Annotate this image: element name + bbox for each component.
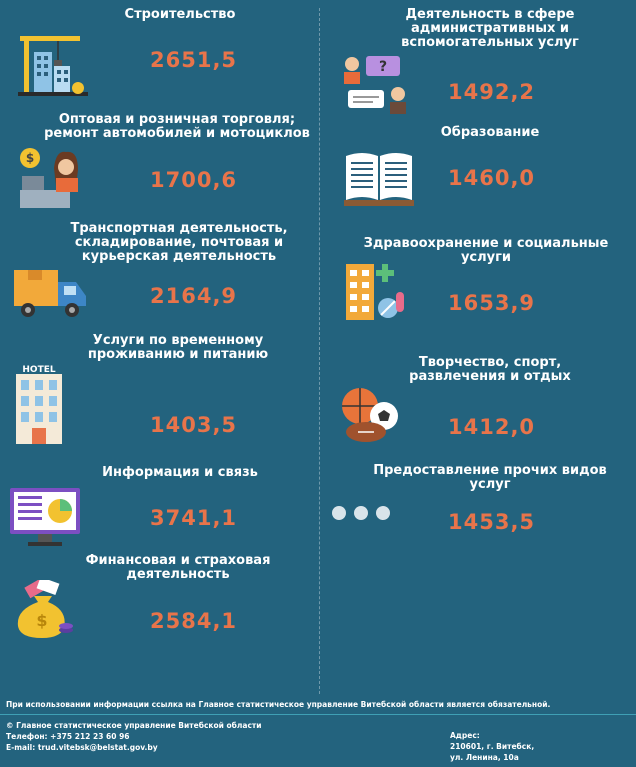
open-book-icon [344,150,414,206]
cashier-icon [18,146,86,210]
transport-value: 2164,9 [150,284,238,308]
sport-title: Творчество, спорт, развлечения и отдых [409,355,571,384]
transport-title: Транспортная деятельность, складирование, почтовая и курьерская деятельность [70,221,288,264]
column-divider [319,8,320,694]
other-value: 1453,5 [448,510,536,534]
footer-org: © Главное статистическое управление Витебской области [6,721,262,730]
footer-note: При использовании информации ссылка на Главное статистическое управление Витебской области является обязательной. [6,700,551,709]
footer-address-label: Адрес: [450,731,480,740]
hotel-value: 1403,5 [150,413,238,437]
more-dots-icon [330,504,396,522]
money-bag-icon [12,580,74,638]
hospital-pills-icon [344,262,406,322]
consultation-icon [340,54,410,116]
other-title: Предоставление прочих видов услуг [373,463,607,492]
construction-value: 2651,5 [150,48,238,72]
footer-divider [0,714,636,715]
footer-address-line1: 210601, г. Витебск, [450,742,535,751]
finance-title: Финансовая и страховая деятельность [85,553,271,582]
svg-text:$: $ [25,151,35,165]
footer-address-line2: ул. Ленина, 10а [450,753,519,762]
svg-text:?: ? [378,59,388,75]
footer-contacts [6,720,262,753]
health-title: Здравоохранение и социальные услуги [363,236,609,265]
construction-title: Строительство [124,7,236,22]
delivery-truck-icon [12,264,90,320]
footer-email: E-mail: trud.vitebsk@belstat.gov.by [6,743,158,752]
footer-phone: Телефон: +375 212 23 60 96 [6,732,130,741]
construction-crane-icon [18,32,88,98]
trade-title: Оптовая и розничная торговля; ремонт автомобилей и мотоциклов [44,112,310,141]
education-value: 1460,0 [448,166,536,190]
info-title: Информация и связь [102,465,258,480]
hotel-title: Услуги по временному проживанию и питанию [87,333,269,362]
hotel-icon [14,364,64,444]
footer-address [450,730,534,763]
info-value: 3741,1 [150,506,238,530]
svg-text:$: $ [36,611,48,630]
hotel-sign-text: HOTEL [22,365,56,375]
admin-value: 1492,2 [448,80,536,104]
sport-value: 1412,0 [448,415,536,439]
education-title: Образование [440,125,540,140]
health-value: 1653,9 [448,291,536,315]
sport-balls-icon [340,386,400,444]
admin-title: Деятельность в сфере административных и вспомогательных услуг [401,7,579,50]
trade-value: 1700,6 [150,168,238,192]
monitor-chart-icon [8,486,82,548]
finance-value: 2584,1 [150,609,238,633]
